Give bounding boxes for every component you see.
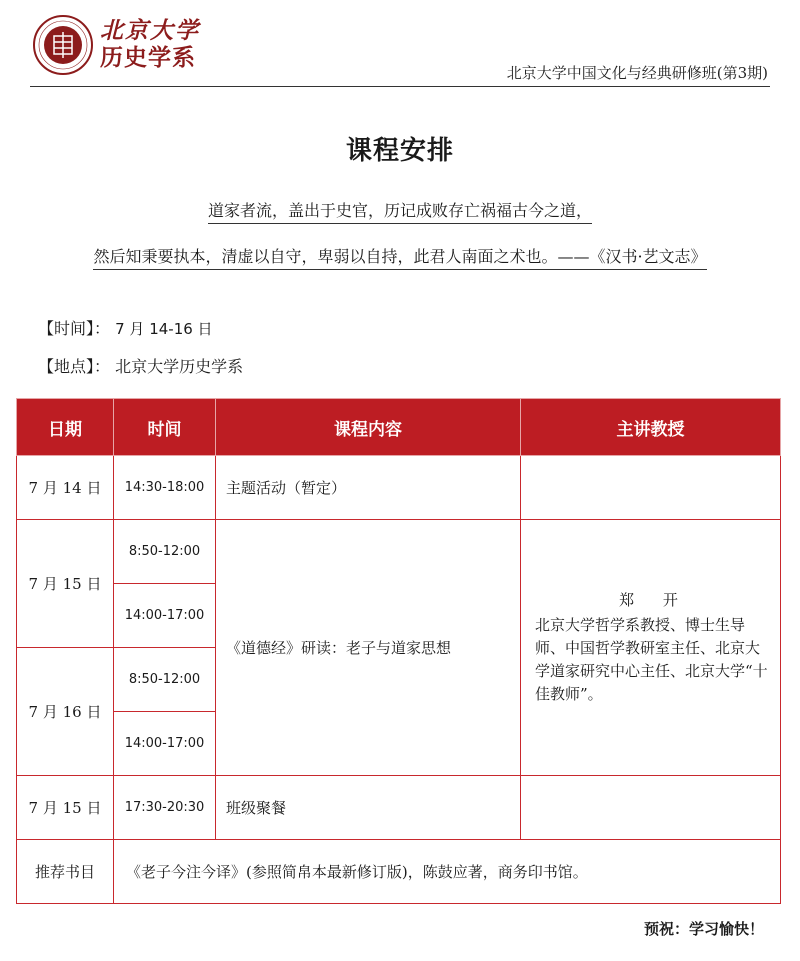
quote-line-1: 道家者流，盖出于史官，历记成败存亡祸福古今之道，	[0, 198, 800, 221]
place-value: 北京大学历史学系	[115, 357, 244, 376]
header-professor: 主讲教授	[521, 399, 781, 456]
time-cell: 8:50-12:00	[114, 520, 216, 584]
pku-history-seal-icon	[32, 14, 94, 76]
date-cell: 7 月 14 日	[17, 456, 114, 520]
time-info	[38, 316, 213, 339]
place-label: 【地点】：	[38, 357, 111, 376]
professor-name: 郑 开	[619, 591, 690, 609]
program-title: 北京大学中国文化与经典研修班(第3期)	[506, 64, 768, 82]
table-row	[17, 456, 781, 520]
table-row	[17, 776, 781, 840]
professor-cell	[521, 776, 781, 840]
date-cell: 7 月 15 日	[17, 776, 114, 840]
time-cell: 17:30-20:30	[114, 776, 216, 840]
header-time: 时间	[114, 399, 216, 456]
time-cell: 14:00-17:00	[114, 584, 216, 648]
quote-line-2: 然后知秉要执本，清虚以自守，卑弱以自持，此君人南面之术也。——《汉书·艺文志》	[0, 244, 800, 267]
table-row	[17, 840, 781, 904]
brand-line2: 历史学系	[100, 44, 196, 71]
table-header-row	[17, 399, 781, 456]
professor-cell	[521, 456, 781, 520]
schedule-table	[16, 398, 781, 904]
time-label: 【时间】：	[38, 319, 111, 338]
time-value: 7 月 14-16 日	[115, 320, 213, 338]
course-cell: 《道德经》研读：老子与道家思想	[216, 520, 521, 776]
time-cell: 14:00-17:00	[114, 712, 216, 776]
table-row	[17, 520, 781, 584]
time-cell: 8:50-12:00	[114, 648, 216, 712]
page-title: 课程安排	[345, 136, 454, 166]
date-cell: 7 月 15 日	[17, 520, 114, 648]
books-value: 《老子今注今译》(参照简帛本最新修订版)，陈鼓应著，商务印书馆。	[114, 840, 781, 904]
course-cell: 主题活动（暂定）	[216, 456, 521, 520]
professor-cell	[521, 520, 781, 776]
brand-line1: 北京大学	[100, 17, 200, 44]
department-brand	[100, 18, 200, 72]
books-label: 推荐书目	[17, 840, 114, 904]
header-date: 日期	[17, 399, 114, 456]
header-divider	[30, 86, 770, 87]
header-course: 课程内容	[216, 399, 521, 456]
closing-wish: 预祝：学习愉快！	[643, 920, 764, 938]
professor-bio: 北京大学哲学系教授、博士生导师、中国哲学教研室主任、北京大学道家研究中心主任、北京大学“十佳教师”。	[535, 616, 768, 703]
date-cell: 7 月 16 日	[17, 648, 114, 776]
course-cell: 班级聚餐	[216, 776, 521, 840]
time-cell: 14:30-18:00	[114, 456, 216, 520]
place-info	[38, 354, 243, 377]
